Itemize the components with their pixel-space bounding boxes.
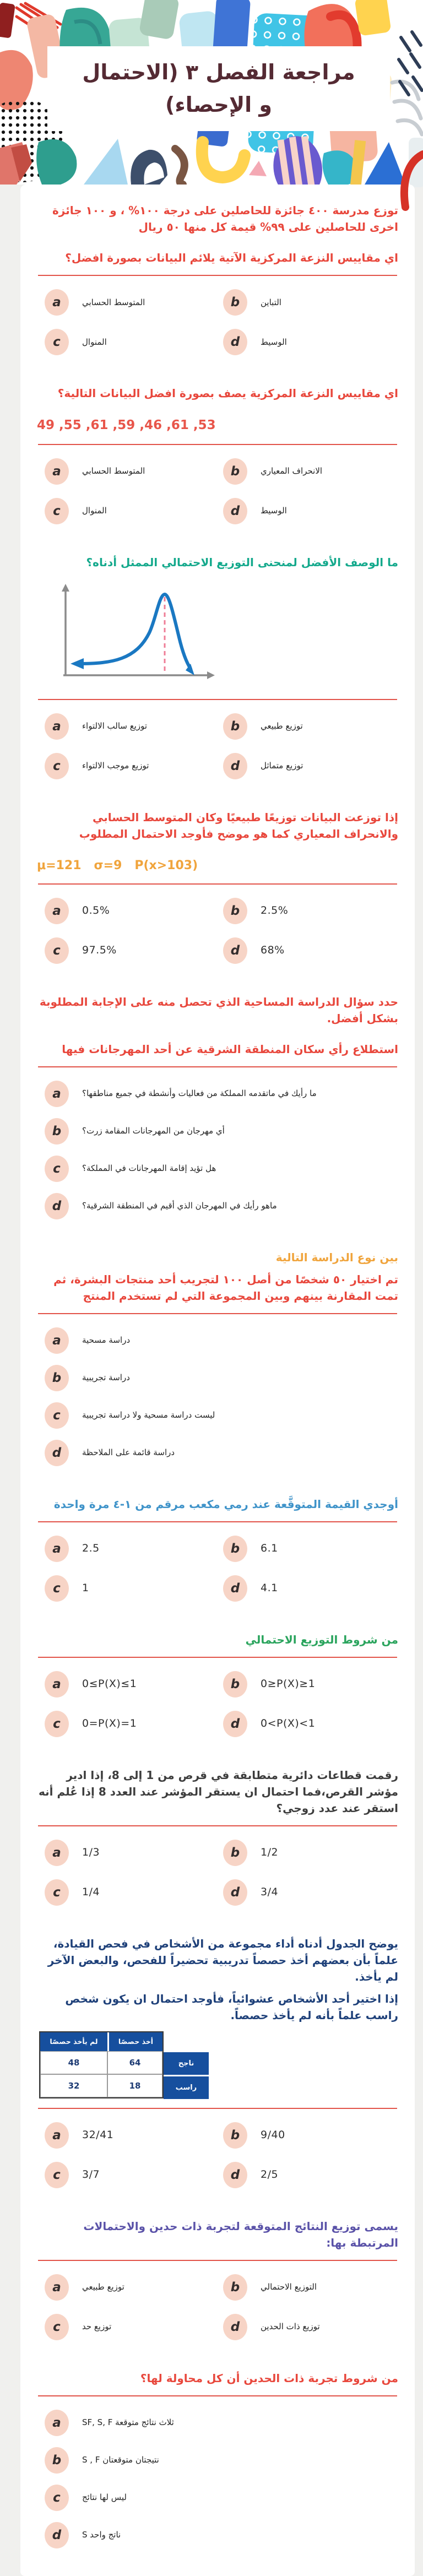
question-10-option-c[interactable] <box>45 2162 220 2188</box>
question-12-option-b[interactable] <box>45 2447 398 2474</box>
option-letter-circle: a <box>45 1671 69 1698</box>
question-9-option-a[interactable] <box>45 1840 220 1866</box>
question-4-text-2: μ=121 σ=9 P(x>103) <box>37 858 198 872</box>
question-divider <box>38 1066 397 1067</box>
option-text: توزيع سالب الالتواء <box>82 721 148 731</box>
option-text: 0<P(X)<1 <box>261 1717 316 1730</box>
question-11-options <box>45 2274 398 2340</box>
question-8-options <box>45 1671 398 1737</box>
question-9 <box>20 1746 415 1915</box>
option-text: ثلاث نتائج متوقعة SF, S, F <box>82 2417 174 2427</box>
option-text: 0.5% <box>82 904 110 917</box>
table-cell-1-0: 32 <box>40 2074 107 2097</box>
question-7 <box>20 1475 415 1610</box>
option-text: 9/40 <box>261 2129 285 2141</box>
option-letter-circle: b <box>223 898 247 924</box>
question-divider <box>38 2395 397 2396</box>
question-5-option-d[interactable] <box>45 1193 398 1219</box>
question-11 <box>20 2197 415 2349</box>
question-8-option-c[interactable] <box>45 1711 220 1737</box>
question-5-text-1: حدد سؤال الدراسة المساحية الذي تحصل منه على الإجابة المطلوبة بشكل أفضل. <box>39 995 398 1025</box>
question-11-option-b[interactable] <box>223 2274 398 2301</box>
option-letter-circle: b <box>45 2447 69 2474</box>
question-7-option-b[interactable] <box>223 1536 398 1562</box>
option-text: توزيع ذات الحدين <box>261 2322 320 2331</box>
question-6 <box>20 1228 415 1475</box>
question-2-options <box>45 458 398 524</box>
question-9-option-b[interactable] <box>223 1840 398 1866</box>
question-2 <box>20 364 415 533</box>
distribution-curve <box>79 594 191 669</box>
question-divider <box>38 2260 397 2261</box>
option-text: أي مهرجان من المهرجانات المقامة زرت؟ <box>82 1126 225 1136</box>
option-letter-circle: d <box>223 1711 247 1737</box>
question-3-option-a[interactable] <box>45 713 220 740</box>
x-axis-arrow <box>207 671 215 679</box>
question-4-option-b[interactable] <box>223 898 398 924</box>
option-text: 1/2 <box>261 1846 279 1859</box>
option-text: الوسيط <box>261 337 287 347</box>
option-letter-circle: c <box>45 1711 69 1737</box>
option-letter-circle: d <box>223 1879 247 1906</box>
question-7-options <box>45 1536 398 1602</box>
option-text: دراسة قائمة على الملاحظة <box>82 1447 175 1457</box>
question-3-option-b[interactable] <box>223 713 398 740</box>
option-text: نتيجتان متوقعتان S , F <box>82 2455 159 2465</box>
option-text: ما رأيك في ماتقدمه المملكة من فعاليات وأنشطة في جميع مناطقها؟ <box>82 1088 317 1098</box>
question-divider <box>38 275 397 276</box>
option-text: 4.1 <box>261 1582 278 1595</box>
quiz-title-line2: و الإحصاء) <box>165 93 273 117</box>
option-text: المنوال <box>82 337 107 347</box>
question-2-option-d[interactable] <box>223 498 398 524</box>
option-letter-circle: c <box>45 1402 69 1429</box>
option-letter-circle: d <box>223 753 247 779</box>
table-cell-0-0: 48 <box>40 2051 107 2074</box>
question-8-text-1: من شروط التوزيع الاحتمالي <box>245 1633 398 1646</box>
option-letter-circle: b <box>223 1840 247 1866</box>
question-1-option-d[interactable] <box>223 329 398 355</box>
option-text: 0≥P(X)≥1 <box>261 1678 316 1690</box>
question-divider <box>38 1657 397 1658</box>
question-4-text-1: إذا توزعت البيانات توزيعًا طبيعيًا وكان المتوسط الحسابي والانحراف المعياري كما هو موضح فأوجد الاحتمال المطلوب <box>79 810 398 840</box>
question-2-text-2: 53, 61, 46, 59, 61, 55, 49 <box>37 418 216 432</box>
option-letter-circle: d <box>45 1440 69 1466</box>
question-divider <box>38 2108 397 2109</box>
option-text: ناتج واحد S <box>82 2530 121 2540</box>
option-text: الوسيط <box>261 506 287 516</box>
questions-container <box>20 187 415 2557</box>
option-letter-circle: c <box>45 1575 69 1602</box>
option-letter-circle: d <box>45 1193 69 1219</box>
option-letter-circle: c <box>45 937 69 964</box>
question-4-options <box>45 898 398 964</box>
question-11-option-d[interactable] <box>223 2314 398 2340</box>
question-10-text-1: يوضح الجدول أدناه أداء مجموعة من الأشخاص في فحص القيادة، علماً بأن بعضهم أخذ حصصاً تدريبية تحضيراً للفحص، والبعض الآخر لم يأخذ. <box>47 1937 398 1983</box>
option-text: توزيع حد <box>82 2322 112 2331</box>
option-text: 32/41 <box>82 2129 114 2141</box>
question-6-option-a[interactable] <box>45 1327 398 1354</box>
option-letter-circle: b <box>223 1671 247 1698</box>
option-letter-circle: c <box>45 329 69 355</box>
table-cell-1-1: 18 <box>107 2074 162 2097</box>
option-letter-circle: d <box>223 498 247 524</box>
option-text: المتوسط الحسابي <box>82 466 145 476</box>
option-text: الانحراف المعياري <box>261 466 323 476</box>
option-text: توزيع موجب الالتواء <box>82 761 149 771</box>
option-text: 2/5 <box>261 2168 279 2181</box>
question-9-options <box>45 1840 398 1906</box>
question-1 <box>20 187 415 364</box>
option-letter-circle: c <box>45 1156 69 1182</box>
question-12-options <box>45 2410 398 2548</box>
option-letter-circle: d <box>223 1575 247 1602</box>
option-text: 2.5% <box>261 904 289 917</box>
option-letter-circle: d <box>223 937 247 964</box>
question-12-text-1: من شروط تجربة ذات الحدين أن كل محاولة لها؟ <box>140 2371 398 2385</box>
option-text: 6.1 <box>261 1542 278 1555</box>
option-text: المتوسط الحسابي <box>82 297 145 307</box>
question-12 <box>20 2349 415 2557</box>
option-text: ليست دراسة مسحية ولا دراسة تجريبية <box>82 1410 215 1420</box>
option-letter-circle: a <box>45 1327 69 1354</box>
question-2-option-a[interactable] <box>45 458 220 485</box>
table-cell-0-1: 64 <box>107 2051 162 2074</box>
quiz-title <box>47 46 390 131</box>
question-9-option-c[interactable] <box>45 1879 220 1906</box>
question-5-option-c[interactable] <box>45 1156 398 1182</box>
question-divider <box>38 1313 397 1314</box>
question-3-options <box>45 713 398 779</box>
option-letter-circle: a <box>45 2410 69 2436</box>
question-6-option-b[interactable] <box>45 1365 398 1391</box>
option-letter-circle: d <box>223 329 247 355</box>
question-8-option-b[interactable] <box>223 1671 398 1698</box>
option-text: 1/3 <box>82 1846 100 1859</box>
option-letter-circle: a <box>45 2274 69 2301</box>
option-letter-circle: d <box>223 2314 247 2340</box>
option-letter-circle: a <box>45 1536 69 1562</box>
question-6-option-c[interactable] <box>45 1402 398 1429</box>
question-10-options <box>45 2122 398 2188</box>
question-10-text-2: إذا اختير أحد الأشخاص عشوائياً، فأوجد احتمال ان يكون شخص راسب علماً بأنه لم يأخذ حصصاً. <box>65 1992 398 2022</box>
quiz-card <box>20 185 415 2576</box>
option-letter-circle: b <box>223 2122 247 2149</box>
option-text: 68% <box>261 944 285 957</box>
question-9-text-1: رقمت قطاعات دائرية متطابقة في قرص من 1 إلى 8، إذا ادير مؤشر القرص،فما احتمال ان يستقر المؤشر عند العدد 8 إذا عُلم أنه استقر عند عدد زوجي؟ <box>38 1768 398 1815</box>
option-text: 3/7 <box>82 2168 100 2181</box>
option-letter-circle: b <box>45 1365 69 1391</box>
option-letter-circle: d <box>45 2522 69 2548</box>
option-letter-circle: a <box>45 2122 69 2149</box>
question-2-text-1: اي مقاييس النزعة المركزية يصف بصورة افضل البيانات التالية؟ <box>57 387 398 400</box>
question-divider <box>38 883 397 885</box>
question-12-option-d[interactable] <box>45 2522 398 2548</box>
question-1-text-1: توزع مدرسة ٤٠٠ جائزة للحاصلين على درجة ١٠٠% ، و ١٠٠ جائزة اخرى للحاصلين على ٩٩% قيمة كل منها ٥٠ ريال <box>52 204 398 234</box>
table-row-label-0: ناجح <box>164 2052 209 2076</box>
question-5-text-2: استطلاع رأي سكان المنطقة الشرقية عن أحد المهرجانات فيها <box>62 1042 398 1056</box>
option-letter-circle: c <box>45 753 69 779</box>
question-11-option-a[interactable] <box>45 2274 220 2301</box>
table-header-0: لم يأخذ حصصًا <box>40 2032 107 2051</box>
option-text: ليس لها نتائج <box>82 2492 127 2502</box>
question-9-option-d[interactable] <box>223 1879 398 1906</box>
driving-test-table <box>39 2031 398 2099</box>
question-8-option-a[interactable] <box>45 1671 220 1698</box>
question-5-option-a[interactable] <box>45 1081 398 1107</box>
option-text: 0=P(X)=1 <box>82 1717 137 1730</box>
option-letter-circle: c <box>45 1879 69 1906</box>
option-text: هل تؤيد إقامة المهرجانات في المملكة؟ <box>82 1163 216 1173</box>
option-letter-circle: c <box>45 2485 69 2511</box>
option-letter-circle: b <box>223 458 247 485</box>
question-divider <box>38 444 397 445</box>
option-letter-circle: a <box>45 898 69 924</box>
option-letter-circle: a <box>45 713 69 740</box>
question-5 <box>20 973 415 1228</box>
option-letter-circle: b <box>223 289 247 316</box>
option-letter-circle: b <box>45 1118 69 1145</box>
option-letter-circle: a <box>45 458 69 485</box>
table-header-1: أخذ حصصًا <box>107 2032 162 2051</box>
question-7-option-d[interactable] <box>223 1575 398 1602</box>
question-6-options <box>45 1327 398 1466</box>
question-1-option-c[interactable] <box>45 329 220 355</box>
question-1-option-b[interactable] <box>223 289 398 316</box>
question-7-text-1: أوجدي القيمة المتوقَّعة عند رمي مكعب مرقم من ‪١-٤‬ مرة واحدة <box>53 1497 398 1511</box>
question-1-option-a[interactable] <box>45 289 220 316</box>
option-letter-circle: a <box>45 1081 69 1107</box>
option-text: دراسة تجريبية <box>82 1373 130 1382</box>
question-7-option-c[interactable] <box>45 1575 220 1602</box>
question-divider <box>38 1521 397 1522</box>
question-4-option-a[interactable] <box>45 898 220 924</box>
question-5-option-b[interactable] <box>45 1118 398 1145</box>
question-12-option-a[interactable] <box>45 2410 398 2436</box>
option-letter-circle: a <box>45 289 69 316</box>
question-7-option-a[interactable] <box>45 1536 220 1562</box>
option-text: 3/4 <box>261 1886 279 1899</box>
option-letter-circle: d <box>223 2162 247 2188</box>
option-text: التوزيع الاحتمالي <box>261 2282 317 2292</box>
y-axis-arrow <box>62 584 69 592</box>
question-4 <box>20 788 415 973</box>
option-text: المنوال <box>82 506 107 516</box>
question-10-option-d[interactable] <box>223 2162 398 2188</box>
question-divider <box>38 1825 397 1826</box>
option-text: 1 <box>82 1582 89 1595</box>
question-10-option-b[interactable] <box>223 2122 398 2149</box>
question-10-option-a[interactable] <box>45 2122 220 2149</box>
option-text: دراسة مسحية <box>82 1335 131 1345</box>
question-6-text-1: بين نوع الدراسة التالية <box>275 1250 398 1264</box>
option-text: 97.5% <box>82 944 117 957</box>
quiz-title-line1: مراجعة الفصل ٣ (الاحتمال <box>82 60 355 85</box>
question-1-options <box>45 289 398 355</box>
option-text: 0≤P(X)≤1 <box>82 1678 137 1690</box>
option-text: توزيع طبيعي <box>82 2282 124 2292</box>
question-8-option-d[interactable] <box>223 1711 398 1737</box>
option-text: 1/4 <box>82 1886 100 1899</box>
question-6-text-2: تم اختيار ٥٠ شخصًا من أصل ١٠٠ لتجريب أحد منتجات البشرة، ثم تمت المقارنة بينهم وبين المجموعة التي لم تستخدم المنتج <box>53 1272 398 1303</box>
header-collage <box>0 0 423 185</box>
question-3-text-1: ما الوصف الأفضل لمنحنى التوزيع الاحتمالي الممثل أدناه؟ <box>86 555 398 569</box>
table-row-label-1: راسب <box>164 2076 209 2099</box>
option-letter-circle: c <box>45 2162 69 2188</box>
question-1-text-2: اي مقاييس النزعة المركزية الآتية يلائم البيانات بصورة افضل؟ <box>65 251 398 264</box>
question-11-option-c[interactable] <box>45 2314 220 2340</box>
option-letter-circle: b <box>223 1536 247 1562</box>
question-8 <box>20 1610 415 1746</box>
probability-distribution-figure <box>52 581 398 690</box>
option-text: 2.5 <box>82 1542 100 1555</box>
question-2-option-b[interactable] <box>223 458 398 485</box>
question-3-option-c[interactable] <box>45 753 220 779</box>
option-letter-circle: a <box>45 1840 69 1866</box>
option-letter-circle: b <box>223 713 247 740</box>
option-letter-circle: c <box>45 498 69 524</box>
question-divider <box>38 699 397 700</box>
skewed-curve-svg <box>52 581 218 688</box>
option-letter-circle: b <box>223 2274 247 2301</box>
question-6-option-d[interactable] <box>45 1440 398 1466</box>
question-11-text-1: يسمى توزيع النتائج المتوقعة لتجربة ذات حدين والاحتمالات المرتبطة بها: <box>83 2219 398 2249</box>
question-3-option-d[interactable] <box>223 753 398 779</box>
option-text: توزيع متماثل <box>261 761 303 771</box>
question-4-option-d[interactable] <box>223 937 398 964</box>
option-letter-circle: c <box>45 2314 69 2340</box>
option-text: توزيع طبيعي <box>261 721 303 731</box>
option-text: التباين <box>261 297 281 307</box>
question-2-option-c[interactable] <box>45 498 220 524</box>
question-12-option-c[interactable] <box>45 2485 398 2511</box>
option-text: ماهو رأيك في المهرجان الذي أقيم في المنطقة الشرقية؟ <box>82 1201 277 1211</box>
question-10 <box>20 1915 415 2197</box>
question-4-option-c[interactable] <box>45 937 220 964</box>
question-3 <box>20 533 415 788</box>
question-5-options <box>45 1081 398 1219</box>
